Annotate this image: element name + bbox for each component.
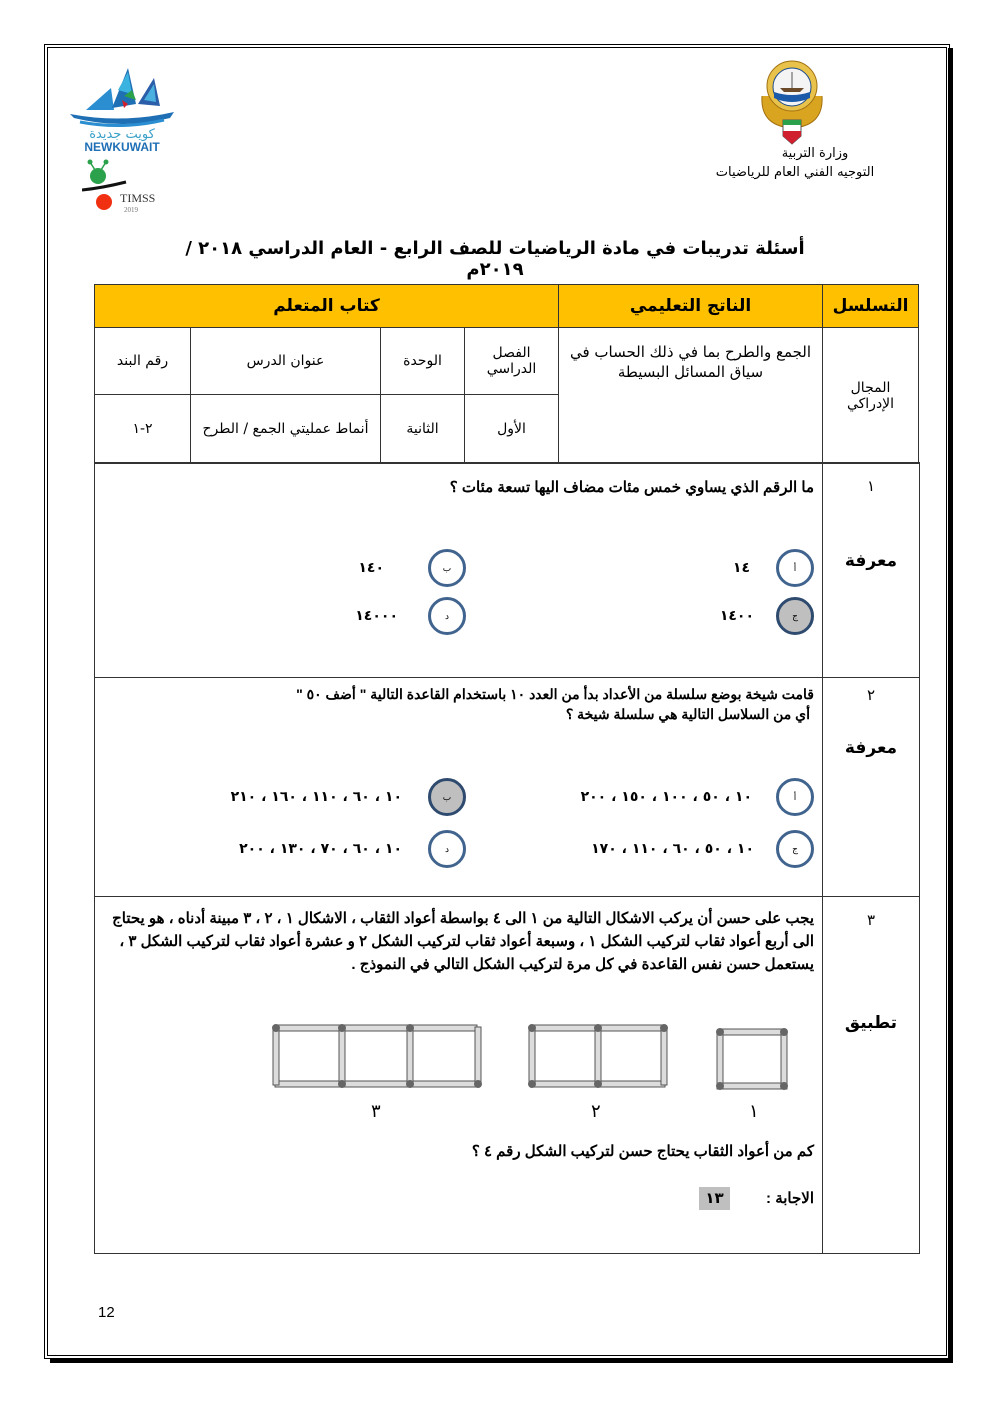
ministry-header [690, 144, 900, 182]
option-value: ١٠ ، ٥٠ ، ١٠٠ ، ١٥٠ ، ٢٠٠ [580, 789, 752, 805]
question-text: يجب على حسن أن يركب الاشكال التالية من ١ الى ٤ بواسطة أعواد الثقاب ، الاشكال ١ ، ٢ ، ٣ مبينة أدناه ، هو يحتاج الى أربع أعواد ثقاب لتركيب الشكل ١ ، وسبعة أعواد ثقاب لتركيب الشكل ٢ و عشرة أعواد ثقاب لتركيب الشكل ٣ ، يستعمل حسن نفس القاعدة في كل مرة لتركيب الشكل التالي في النموذج . [112, 910, 814, 973]
question-body [95, 463, 822, 677]
answer-option-a[interactable] [733, 549, 814, 587]
figure-label-3: ٣ [371, 1101, 381, 1122]
question-row [95, 677, 919, 896]
answer-option-a[interactable] [581, 778, 814, 816]
option-bubble[interactable]: ب [428, 549, 466, 587]
kuwait-emblem-icon [756, 56, 828, 146]
question-meta [822, 897, 919, 1253]
svg-text:TIMSS: TIMSS [120, 191, 156, 205]
header-learner-book: كتاب المتعلم [95, 285, 559, 328]
figure-label-1: ١ [749, 1101, 759, 1122]
answer-option-b[interactable] [231, 778, 466, 816]
unit-label: الوحدة [381, 328, 465, 395]
option-bubble-selected[interactable]: ب [428, 778, 466, 816]
question-meta [822, 463, 919, 677]
option-value: ١٤٠٠ [719, 608, 754, 624]
lesson-info-table [94, 284, 919, 464]
header-learning-outcome: الناتج التعليمي [559, 285, 823, 328]
option-bubble[interactable]: أ [776, 549, 814, 587]
question-body [95, 897, 822, 1253]
option-value: ١٠ ، ٥٠ ، ٦٠ ، ١١٠ ، ١٧٠ [591, 841, 754, 857]
ministry-name: وزارة التربية [781, 146, 849, 161]
question-row [95, 896, 919, 1253]
option-bubble-selected[interactable]: ج [776, 597, 814, 635]
lesson-title-label: عنوان الدرس [191, 328, 381, 395]
question-text: ما الرقم الذي يساوي خمس مئات مضاف اليها تسعة مئات ؟ [449, 479, 814, 496]
option-bubble[interactable]: د [428, 830, 466, 868]
question-text-line: قامت شيخة بوضع سلسلة من الأعداد بدأ من العدد ١٠ باستخدام القاعدة التالية " أضف ٥٠ " [296, 686, 814, 702]
svg-text:كويت جديدة: كويت جديدة [89, 127, 155, 142]
semester-label: الفصل الدراسي [465, 328, 559, 395]
option-value: ١٤٠٠٠ [355, 608, 398, 624]
option-value: ١٠ ، ٦٠ ، ١١٠ ، ١٦٠ ، ٢١٠ [230, 789, 402, 805]
page-number: 12 [98, 1304, 115, 1321]
answer-option-d[interactable] [239, 830, 466, 868]
unit-value: الثانية [381, 395, 465, 464]
item-number-value: ٢-١ [95, 395, 191, 464]
answer-option-c[interactable] [591, 830, 814, 868]
cognitive-level: معرفة [844, 551, 898, 571]
page-title: أسئلة تدريبات في مادة الرياضيات للصف الرابع - العام الدراسي ٢٠١٨ / ٢٠١٩م [185, 238, 805, 280]
matchstick-pattern-icon [271, 1021, 821, 1091]
learning-outcome-text: الجمع والطرح بما في ذلك الحساب في سياق المسائل البسيطة [559, 328, 823, 464]
department-name: التوجيه الفني العام للرياضيات [715, 165, 875, 180]
item-number-label: رقم البند [95, 328, 191, 395]
question-number: ٢ [866, 686, 876, 704]
page-border-shadow [50, 1358, 953, 1363]
option-bubble[interactable]: د [428, 597, 466, 635]
question-number: ٣ [866, 911, 876, 929]
semester-value: الأول [465, 395, 559, 464]
questions-table [94, 462, 920, 1254]
question-number: ١ [866, 477, 876, 495]
cognitive-level: معرفة [844, 738, 898, 758]
new-kuwait-logo [66, 60, 178, 152]
answer-line [103, 1187, 814, 1210]
option-value: ١٤٠ [358, 560, 384, 576]
lesson-title-value: أنماط عمليتي الجمع / الطرح [191, 395, 381, 464]
timss-logo [82, 158, 182, 218]
cognitive-domain-label: المجال الإدراكي [823, 328, 919, 464]
svg-text:NEWKUWAIT: NEWKUWAIT [84, 140, 160, 152]
option-value: ١٠ ، ٦٠ ، ٧٠ ، ١٣٠ ، ٢٠٠ [239, 841, 402, 857]
matchstick-figures [271, 1021, 821, 1141]
svg-text:2019: 2019 [124, 206, 138, 214]
sub-question-text: كم من أعواد الثقاب يحتاج حسن لتركيب الشكل رقم ٤ ؟ [471, 1143, 814, 1160]
option-bubble[interactable]: ج [776, 830, 814, 868]
page-border-shadow [948, 48, 953, 1361]
dhow-boat-icon [66, 60, 178, 152]
answer-option-d[interactable] [355, 597, 466, 635]
answer-value[interactable]: ١٣ [699, 1187, 729, 1210]
header-sequence: التسلسل [823, 285, 919, 328]
option-value: ١٤ [732, 560, 750, 576]
figure-label-2: ٢ [591, 1101, 601, 1122]
question-body [95, 678, 822, 896]
question-text [103, 684, 814, 724]
cognitive-level: تطبيق [844, 1013, 898, 1033]
answer-option-b[interactable] [358, 549, 466, 587]
question-row [95, 462, 919, 677]
answer-label: الاجابة : [766, 1190, 814, 1207]
option-bubble[interactable]: أ [776, 778, 814, 816]
answer-option-c[interactable] [720, 597, 814, 635]
question-text-line: أي من السلاسل التالية هي سلسلة شيخة ؟ [565, 706, 810, 722]
question-meta [822, 678, 919, 896]
